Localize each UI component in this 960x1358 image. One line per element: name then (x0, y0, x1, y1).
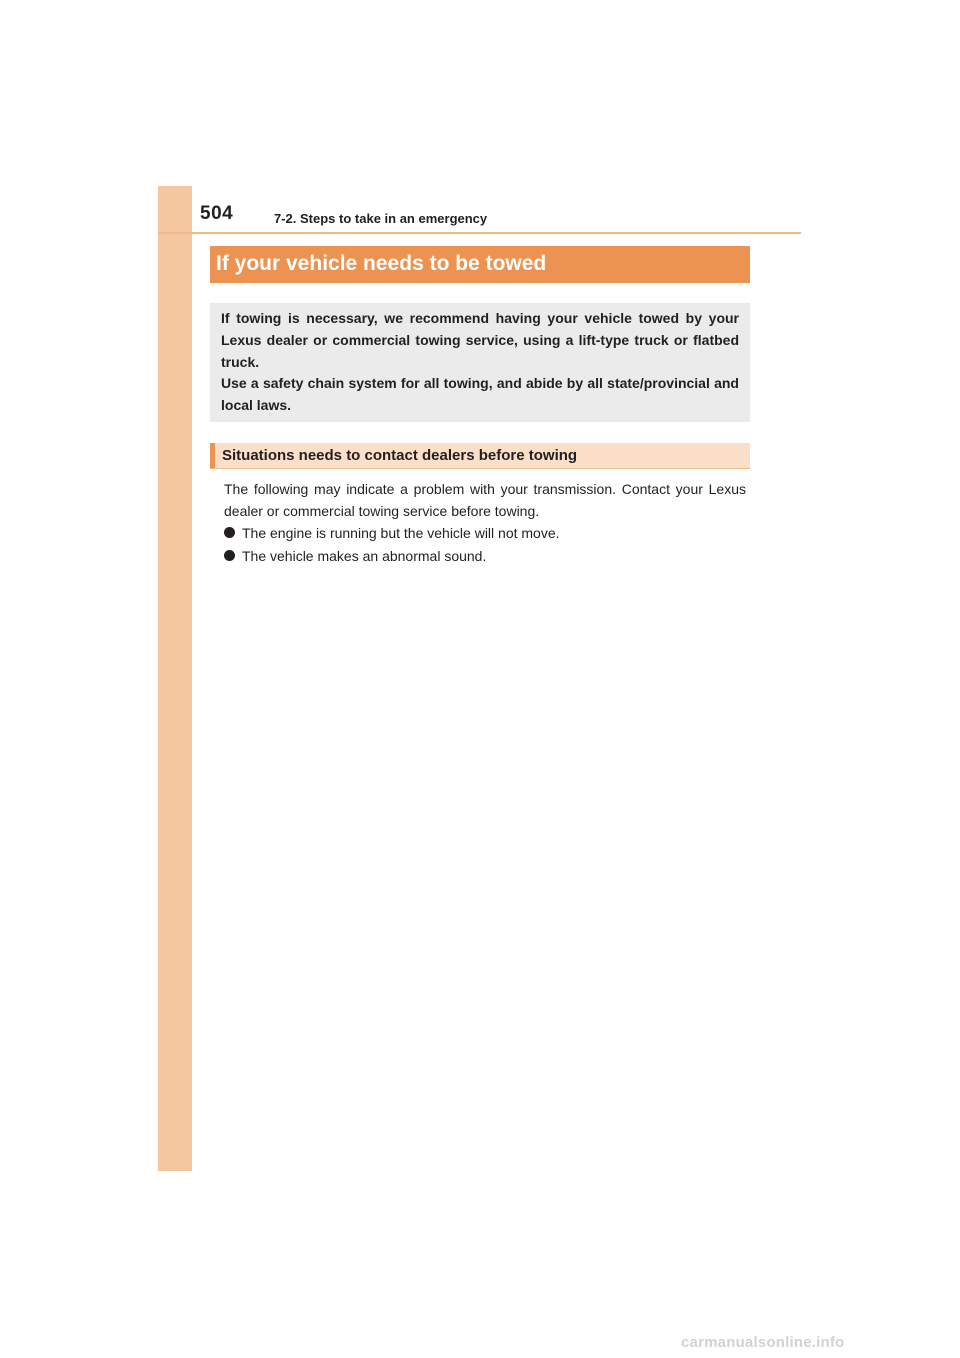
chapter-side-tab (158, 186, 192, 1171)
bullet-dot-icon (224, 550, 235, 561)
intro-paragraph-1: If towing is necessary, we recommend having your vehicle towed by your Lexus dealer or commercial towing service, using a lift-type truck or flatbed truck. (221, 310, 739, 370)
list-item-text: The engine is running but the vehicle will not move. (242, 525, 560, 541)
subsection-body: The following may indicate a problem with your transmission. Contact your Lexus dealer or commercial towing service before towing. (224, 481, 746, 519)
subsection-accent-bar (210, 443, 215, 468)
bullet-dot-icon (224, 527, 235, 538)
watermark: carmanualsonline.info (681, 1334, 845, 1351)
intro-paragraph-2: Use a safety chain system for all towing, and abide by all state/provincial and local laws. (221, 375, 739, 414)
subsection-title: Situations needs to contact dealers before towing (222, 447, 578, 464)
list-item-text: The vehicle makes an abnormal sound. (242, 548, 487, 564)
list-item (224, 545, 746, 567)
title-bar (210, 246, 750, 283)
section-label: 7-2. Steps to take in an emergency (274, 211, 488, 226)
page-title: If your vehicle needs to be towed (216, 252, 547, 275)
page-number: 504 (200, 203, 234, 224)
list-item (224, 522, 746, 544)
intro-box (210, 303, 750, 422)
header-rule (158, 232, 801, 234)
subsection-header (210, 443, 750, 469)
